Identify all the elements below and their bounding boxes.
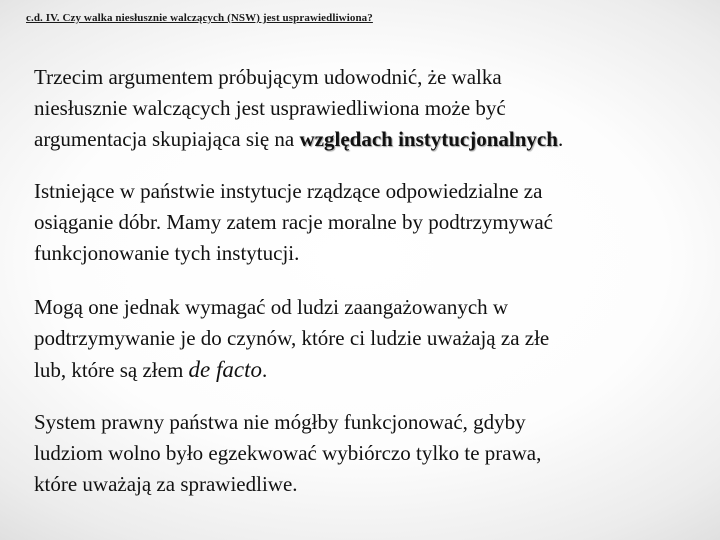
paragraph-legal-system bbox=[34, 407, 541, 500]
slide-title: c.d. IV. Czy walka niesłusznie walczących (NSW) jest usprawiedliwiona? bbox=[26, 12, 373, 24]
text-line: osiąganie dóbr. Mamy zatem racje moralne by podtrzymywać bbox=[34, 210, 553, 234]
text-line: Istniejące w państwie instytucje rządzące odpowiedzialne za bbox=[34, 179, 543, 203]
text-fragment: lub, które są złem bbox=[34, 358, 189, 382]
paragraph-demands bbox=[34, 292, 549, 386]
emphasized-term: względach instytucjonalnych bbox=[299, 127, 558, 151]
italic-term: de facto bbox=[188, 357, 262, 382]
paragraph-state-institutions bbox=[34, 176, 553, 269]
text-line: funkcjonowanie tych instytucji. bbox=[34, 241, 300, 265]
text-line: Mogą one jednak wymagać od ludzi zaangażowanych w bbox=[34, 295, 509, 319]
text-line bbox=[34, 354, 549, 386]
text-line: ludziom wolno było egzekwować wybiórczo tylko te prawa, bbox=[34, 441, 542, 465]
text-fragment: argumentacja skupiająca się na bbox=[34, 127, 300, 151]
paragraph-institutional-argument bbox=[34, 62, 563, 155]
text-fragment: . bbox=[557, 127, 564, 151]
text-fragment: . bbox=[262, 358, 268, 382]
text-line: System prawny państwa nie mógłby funkcjonować, gdyby bbox=[34, 410, 526, 434]
text-line: które uważają za sprawiedliwe. bbox=[34, 472, 298, 496]
text-line bbox=[34, 124, 563, 155]
text-line: Trzecim argumentem próbującym udowodnić, że walka bbox=[34, 65, 502, 89]
text-line: podtrzymywanie je do czynów, które ci ludzie uważają za złe bbox=[34, 326, 550, 350]
text-line: niesłusznie walczących jest usprawiedliwiona może być bbox=[34, 96, 506, 120]
